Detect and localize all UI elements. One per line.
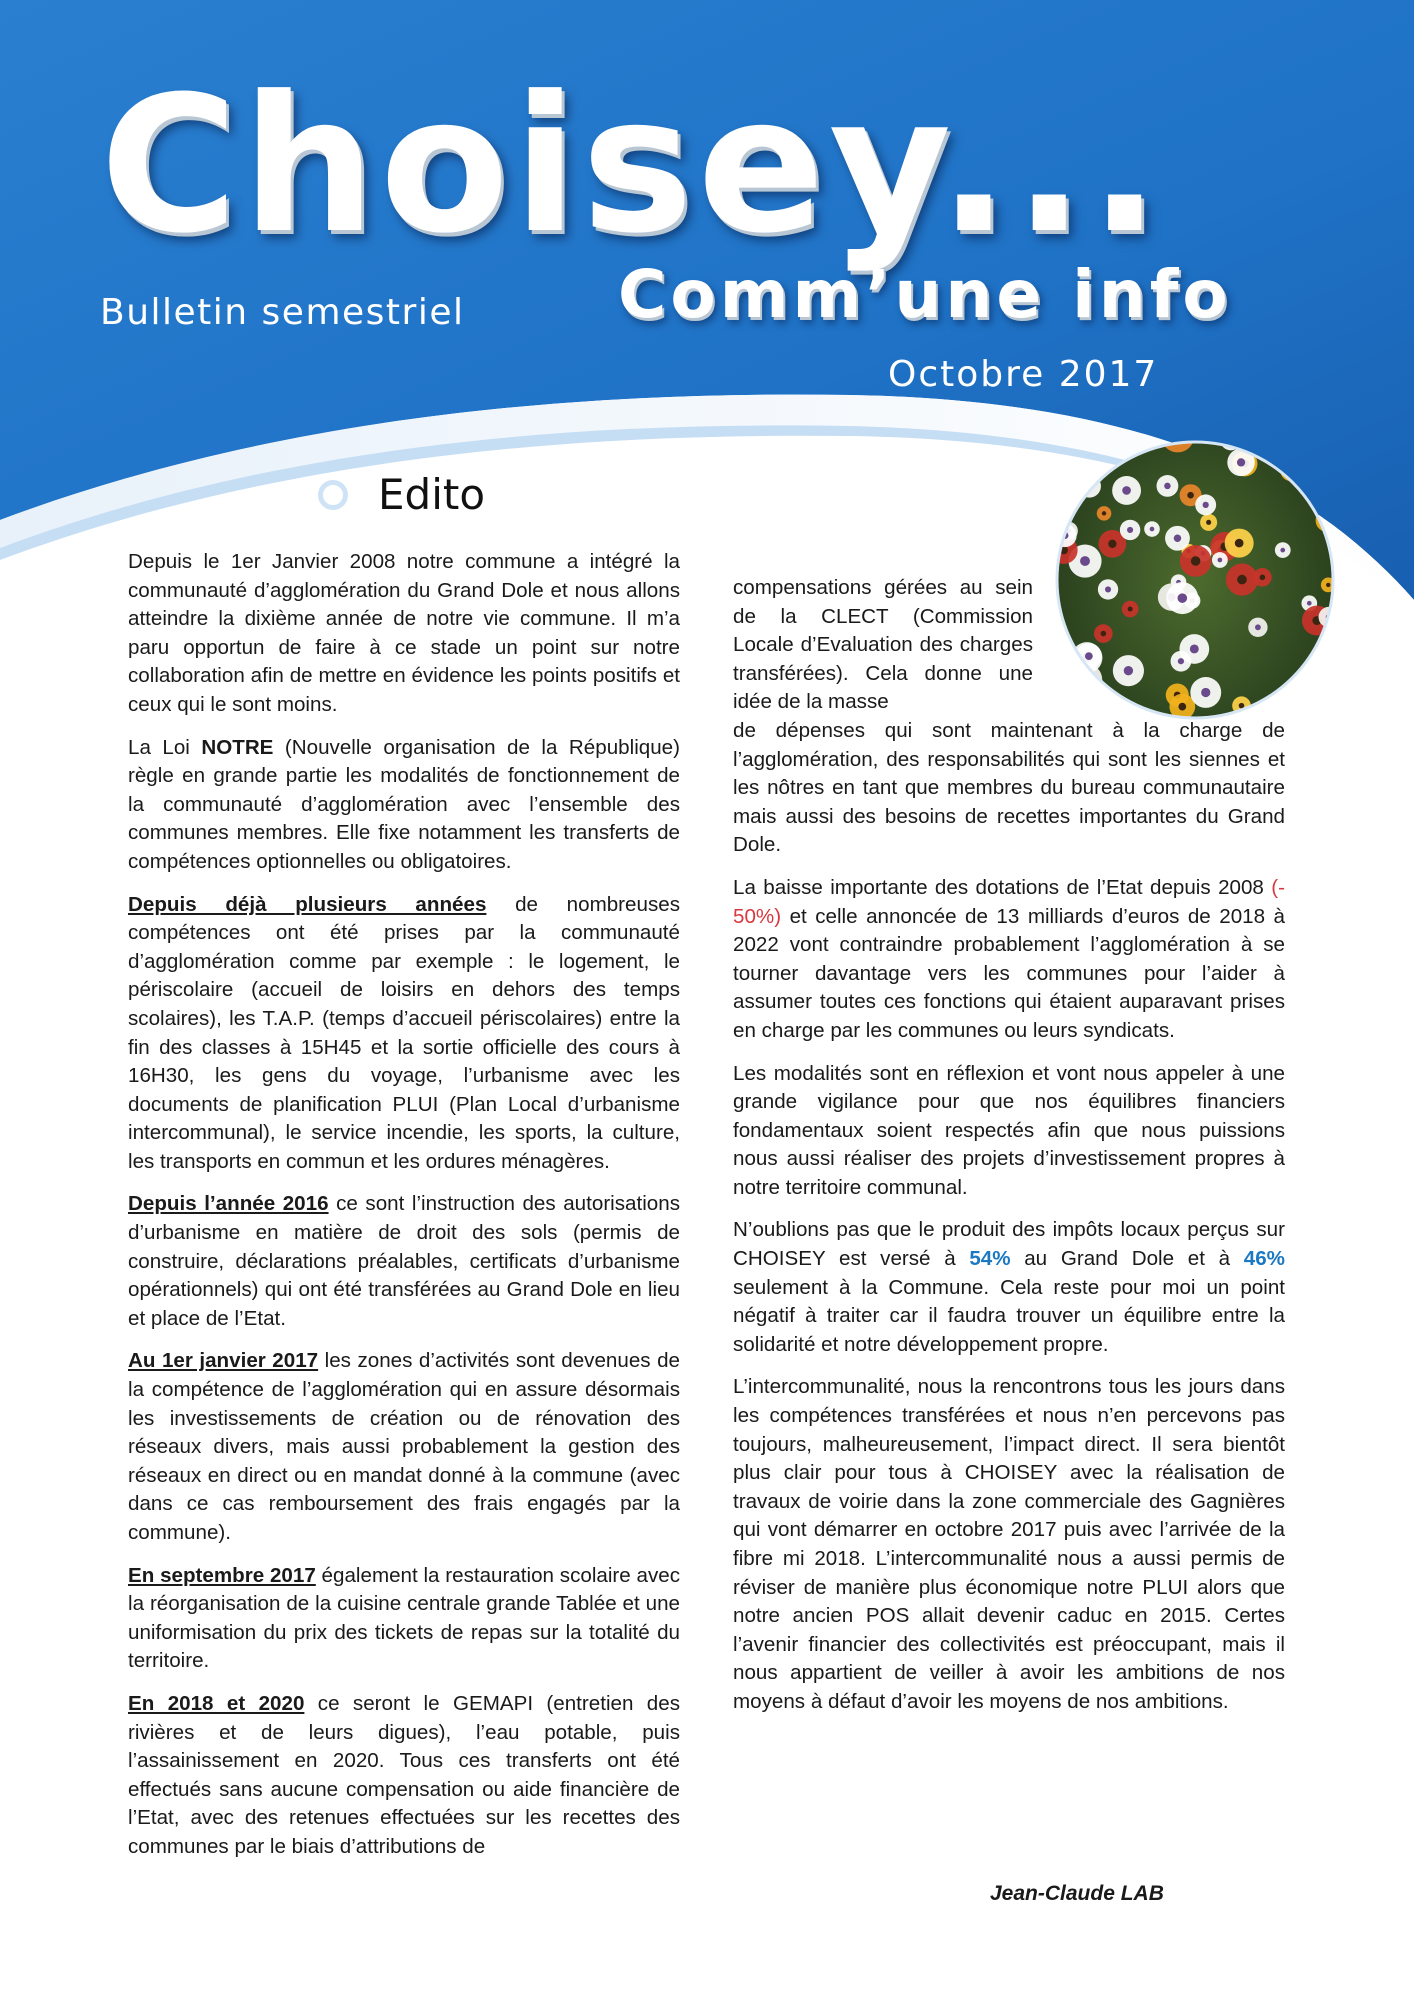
- newsletter-title: Choisey...: [100, 56, 1165, 275]
- flower-center: [1080, 556, 1090, 566]
- flower-blossom: [1091, 415, 1107, 431]
- flower-center: [1097, 420, 1102, 425]
- paragraph: [128, 1562, 680, 1676]
- flower-center: [1304, 729, 1310, 735]
- right-column: [733, 574, 1285, 1731]
- flower-blossom: [1229, 424, 1253, 448]
- paragraph: [733, 1216, 1285, 1359]
- text: de nombreuses compétences ont été prises par la communauté d’agglomération comme par exemple : le logement, le périscolaire (accueil de loisirs en dehors des temps scolaires), les T.A.P. (temps d’accueil périscolaires) entre la fin des classes à 15H45 et la sortie officielle des cours à 16H30, les gens du voyage, l’urbanisme avec les documents de planification PLUI (Plan Local d’urbanisme intercommunal), le service incendie, les sports, la culture, les transports en commun et les ordures ménagères.: [128, 892, 680, 1173]
- flower-center: [1203, 502, 1209, 508]
- text: (Nouvelle organisation de la République) règle en grande partie les modalités de fonctionnement de la communauté d’agglomération avec l’ensemble des communes membres. Elle fixe notamment les transferts de compétences optionnelles ou obligatoires.: [128, 735, 680, 873]
- flower-blossom: [1161, 419, 1194, 452]
- text: compensations gérées au sein de la CLECT (Commission Locale d’Evaluation des charges transférées). Cela donne une idée de la masse: [733, 576, 1033, 714]
- paragraph: [128, 1347, 680, 1547]
- paragraph: [128, 1190, 680, 1333]
- flower-blossom: [1280, 460, 1301, 481]
- flower-center: [1144, 417, 1149, 422]
- flower-center: [1218, 558, 1223, 563]
- flower-center: [1187, 492, 1194, 499]
- flower-blossom: [1296, 721, 1318, 743]
- flower-blossom: [1085, 411, 1118, 444]
- flower-blossom: [1183, 418, 1203, 438]
- flower-center: [1237, 432, 1244, 439]
- flower-center: [1190, 425, 1196, 431]
- flower-center: [1108, 540, 1116, 548]
- flower-center: [1127, 527, 1133, 533]
- bulletin-label: Bulletin semestriel: [100, 292, 465, 333]
- paragraph: [128, 891, 680, 1177]
- paragraph: [733, 574, 1285, 860]
- text: La baisse importante des dotations de l’Etat depuis 2008: [733, 875, 1272, 899]
- flower-blossom: [1138, 412, 1153, 427]
- tax-share-agglomeration: 54%: [969, 1247, 1011, 1271]
- flower-center: [1288, 468, 1294, 474]
- text: seulement à la Commune. Cela reste pour moi un point négatif à traiter car il faudra trouver un équilibre entre la solidarité et notre développement propre.: [733, 1275, 1285, 1356]
- left-column: [128, 548, 680, 1876]
- paragraph: L’intercommunalité, nous la rencontrons tous les jours dans les compétences transférées et nous n’en percevons pas toujours, malheureusement, l’impact direct. Il sera bientôt plus clair pour tous à CHOISEY avec la réalisation de travaux de voirie dans la zone commerciale des Gagnières qui vont démarrer en octobre 2017 puis avec l’arrivée de la fibre mi 2018. L’intercommunalité nous a aussi permis de réviser de manière plus économique notre PLUI alors que notre ancien POS allait devenir caduc en 2015. Certes l’avenir financier des collectivités est préoccupant, mais il nous appartient de veiller à avoir les ambitions de nos moyens à défaut d’avoir les moyens de nos ambitions.: [733, 1375, 1285, 1713]
- text: ce sont l’instruction des autorisations d’urbanisme en matière de droit des sols (permis de construire, déclarations préalables, certificats d’urbanisme opérationnels) qui ont été transférées au Grand Dole en lieu et place de l’Etat.: [128, 1192, 680, 1330]
- section-heading: [318, 470, 485, 519]
- issue-date: Octobre 2017: [888, 354, 1159, 395]
- flower-center: [1237, 458, 1245, 466]
- flower-center: [1102, 511, 1106, 515]
- text: de dépenses qui sont maintenant à la charge de l’agglomération, des responsabilités qui sont les siennes et les nôtres en tant que membres du bureau communautaire mais aussi des besoins de recettes importantes du Grand Dole.: [733, 718, 1285, 857]
- flower-center: [1173, 431, 1183, 441]
- lead-phrase: En 2018 et 2020: [128, 1691, 305, 1715]
- flower-center: [1096, 422, 1106, 432]
- text: les zones d’activités sont devenues de la compétence de l’agglomération qui en assure désormais les investissements de création ou de rénovation des réseaux divers, mais aussi probablement la gestion des réseaux en direct ou en mandat donné à la commune (avec dans ce cas remboursement des frais engagés par la commune).: [128, 1349, 680, 1544]
- text: et celle annoncée de 13 milliards d’euros de 2018 à 2022 vont contraindre probablement l’agglomération à se tourner davantage vers les communes pour l’aider à assumer toutes ces fonctions qui étaient auparavant prises en charge par les communes ou leurs syndicats.: [733, 904, 1285, 1042]
- paragraph: Depuis le 1er Janvier 2008 notre commune a intégré la communauté d’agglomération du Grand Dole et nous allons atteindre la dixième année de notre vie commune. Il m’a paru opportun de faire à ce stade un point sur notre collaboration afin de mettre en évidence les points positifs et ceux qui le sont moins.: [128, 550, 680, 716]
- bold-text: NOTRE: [201, 735, 274, 759]
- text: ce seront le GEMAPI (entretien des rivières et de leurs digues), l’eau potable, puis l’assainissement en 2020. Tous ces transferts ont été effectués sans aucune compensation ou aide financière de l’Etat, avec des retenues effectuées sur les recettes des communes par le biais d’attributions de: [128, 1691, 681, 1858]
- flower-center: [1324, 517, 1331, 524]
- lead-phrase: Depuis l’année 2016: [128, 1192, 329, 1216]
- paragraph: [128, 1690, 680, 1862]
- decline-percentage: (- 50%): [733, 875, 1285, 928]
- flower-blossom: [1201, 410, 1221, 428]
- flower-center: [1122, 486, 1131, 495]
- flower-center: [1191, 556, 1200, 565]
- paragraph: [733, 874, 1285, 1046]
- paragraph: Les modalités sont en réflexion et vont nous appeler à une grande vigilance pour que nos équilibres financiers fondamentaux soient respectés afin que nous puissions nous aussi réaliser des projets d’investissement propres à notre territoire communal.: [733, 1061, 1285, 1199]
- flower-center: [1307, 601, 1312, 606]
- section-title: Edito: [378, 470, 486, 519]
- flower-blossom: [1050, 448, 1071, 476]
- circle-bullet-icon: [318, 480, 348, 510]
- flower-center: [1053, 458, 1061, 466]
- flower-center: [1206, 520, 1211, 525]
- flower-center: [1150, 527, 1155, 532]
- text: au Grand Dole et à: [1010, 1247, 1244, 1271]
- flower-center: [1228, 436, 1235, 443]
- newsletter-subtitle: Comm’une info: [618, 256, 1232, 333]
- flower-center: [1280, 548, 1285, 553]
- flower-blossom: [1271, 448, 1288, 465]
- flower-center: [1326, 583, 1330, 587]
- flower-center: [1277, 454, 1282, 459]
- author-signature: Jean-Claude LAB: [990, 1882, 1164, 1905]
- text: également la restauration scolaire avec la réorganisation de la cuisine centrale grande Tablée et une uniformisation du prix des tickets de repas sur la totalité du territoire.: [128, 1563, 680, 1673]
- tax-share-commune: 46%: [1243, 1247, 1285, 1271]
- text: N’oublions pas que le produit des impôts locaux perçus sur CHOISEY est versé à: [733, 1218, 1285, 1271]
- flower-center: [1235, 539, 1244, 548]
- paragraph: [128, 734, 680, 877]
- flower-center: [1208, 415, 1214, 421]
- flower-center: [1164, 483, 1171, 490]
- lead-phrase: Au 1er janvier 2017: [128, 1349, 319, 1373]
- lead-phrase: Depuis déjà plusieurs années: [128, 892, 487, 916]
- flower-center: [1174, 535, 1181, 542]
- flower-blossom: [1078, 475, 1101, 498]
- flower-center: [1314, 698, 1323, 707]
- text: La Loi: [128, 735, 202, 759]
- lead-phrase: En septembre 2017: [128, 1563, 316, 1587]
- flower-blossom: [1304, 688, 1333, 717]
